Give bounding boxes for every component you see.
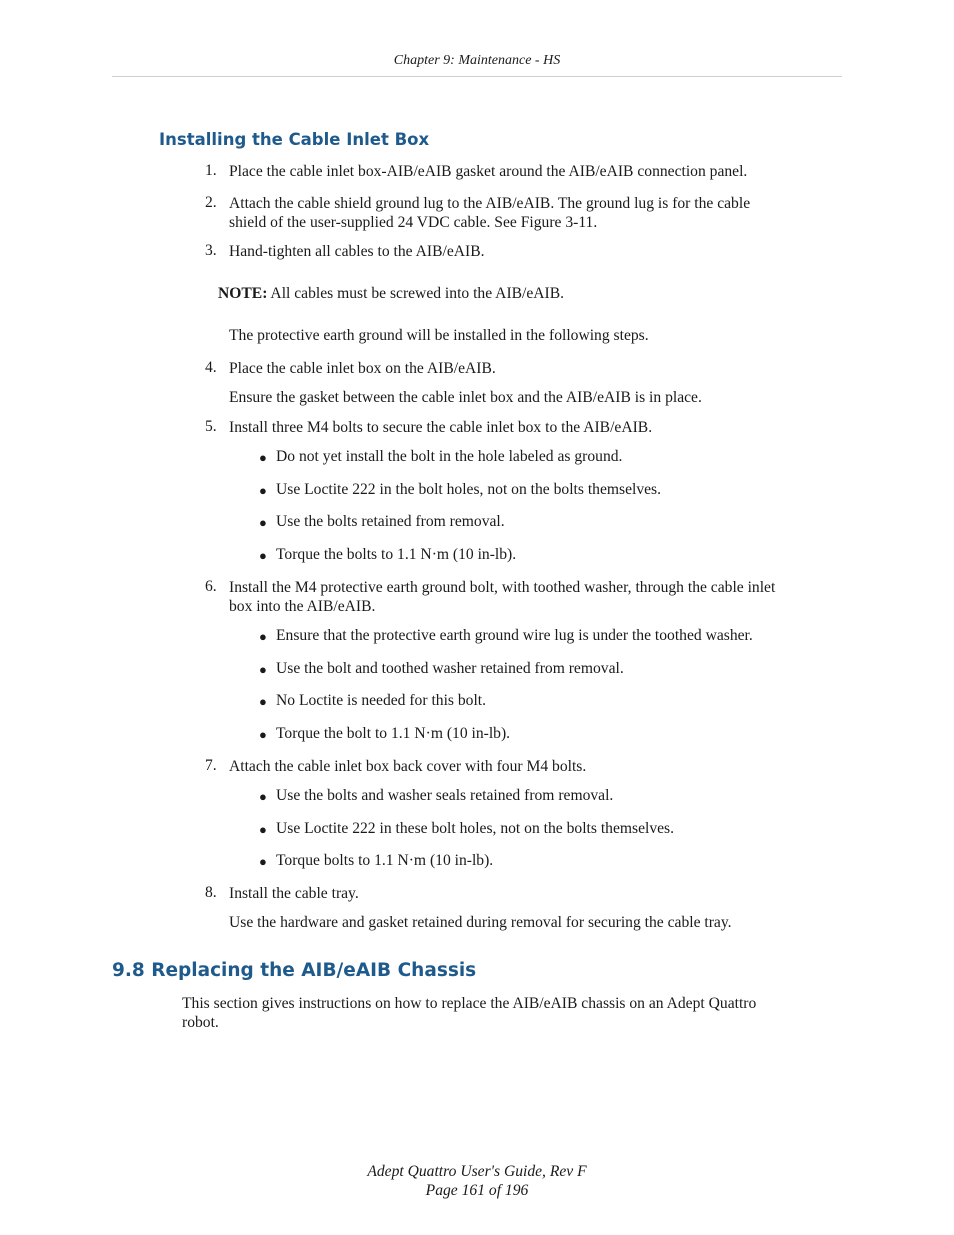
- step-5-number: 5.: [205, 418, 217, 435]
- step-4-number: 4.: [205, 359, 217, 376]
- step-7-text: Attach the cable inlet box back cover with four M4 bolts.: [229, 758, 587, 775]
- step-4-followup: Ensure the gasket between the cable inlet box and the AIB/eAIB is in place.: [229, 389, 702, 406]
- note-label: NOTE:: [218, 285, 268, 302]
- footer-page-number: Page 161 of 196: [425, 1182, 529, 1199]
- bullet-icon: ●: [259, 727, 267, 742]
- bullet-icon: ●: [259, 548, 267, 563]
- note-follow-text: The protective earth ground will be installed in the following steps.: [229, 327, 649, 344]
- bullet-icon: ●: [259, 789, 267, 804]
- step-1-text: Place the cable inlet box-AIB/eAIB gasket around the AIB/eAIB connection panel.: [229, 163, 748, 180]
- step-7-bullet-3: Torque bolts to 1.1 N·m (10 in-lb).: [276, 852, 494, 869]
- step-8-text: Install the cable tray.: [229, 885, 359, 902]
- step-4-text: Place the cable inlet box on the AIB/eAIB.: [229, 360, 496, 377]
- header-rule: [112, 76, 842, 77]
- bullet-icon: ●: [259, 629, 267, 644]
- step-6-text-line2: box into the AIB/eAIB.: [229, 598, 376, 615]
- footer-guide-title: Adept Quattro User's Guide, Rev F: [367, 1163, 587, 1180]
- step-6-bullet-1: Ensure that the protective earth ground wire lug is under the toothed washer.: [276, 627, 753, 644]
- bullet-icon: ●: [259, 483, 267, 498]
- step-1-number: 1.: [205, 162, 217, 179]
- step-8-followup: Use the hardware and gasket retained during removal for securing the cable tray.: [229, 914, 732, 931]
- step-6-bullet-4: Torque the bolt to 1.1 N·m (10 in-lb).: [276, 725, 511, 742]
- section-body-line2: robot.: [182, 1014, 219, 1031]
- step-5-bullet-3: Use the bolts retained from removal.: [276, 513, 505, 530]
- step-6-number: 6.: [205, 578, 217, 595]
- bullet-icon: ●: [259, 694, 267, 709]
- step-7-bullet-2: Use Loctite 222 in these bolt holes, not on the bolts themselves.: [276, 820, 675, 837]
- note: [218, 284, 564, 303]
- section-body-line1: This section gives instructions on how to replace the AIB/eAIB chassis on an Adept Quattro: [182, 995, 757, 1012]
- step-5-bullet-4: Torque the bolts to 1.1 N·m (10 in-lb).: [276, 546, 517, 563]
- step-8-number: 8.: [205, 884, 217, 901]
- step-5-text: Install three M4 bolts to secure the cable inlet box to the AIB/eAIB.: [229, 419, 653, 436]
- bullet-icon: ●: [259, 822, 267, 837]
- step-7-bullet-1: Use the bolts and washer seals retained from removal.: [276, 787, 614, 804]
- bullet-icon: ●: [259, 515, 267, 530]
- step-2-number: 2.: [205, 194, 217, 211]
- section-heading-replace: 9.8 Replacing the AIB/eAIB Chassis: [112, 960, 477, 981]
- step-5-bullet-2: Use Loctite 222 in the bolt holes, not on the bolts themselves.: [276, 481, 662, 498]
- bullet-icon: ●: [259, 662, 267, 677]
- step-2-text-line1: Attach the cable shield ground lug to the AIB/eAIB. The ground lug is for the cable: [229, 195, 751, 212]
- running-header: Chapter 9: Maintenance - HS: [393, 53, 561, 68]
- step-2-text-line2: shield of the user-supplied 24 VDC cable. See Figure 3-11.: [229, 214, 598, 231]
- step-3-number: 3.: [205, 242, 217, 259]
- step-5-bullet-1: Do not yet install the bolt in the hole labeled as ground.: [276, 448, 623, 465]
- bullet-icon: ●: [259, 854, 267, 869]
- section-heading-install: Installing the Cable Inlet Box: [159, 130, 430, 149]
- step-3-text: Hand-tighten all cables to the AIB/eAIB.: [229, 243, 485, 260]
- step-6-bullet-3: No Loctite is needed for this bolt.: [276, 692, 487, 709]
- step-6-bullet-2: Use the bolt and toothed washer retained from removal.: [276, 660, 624, 677]
- bullet-icon: ●: [259, 450, 267, 465]
- note-text: All cables must be screwed into the AIB/eAIB.: [267, 285, 565, 302]
- step-6-text-line1: Install the M4 protective earth ground bolt, with toothed washer, through the cable inlet: [229, 579, 776, 596]
- step-7-number: 7.: [205, 757, 217, 774]
